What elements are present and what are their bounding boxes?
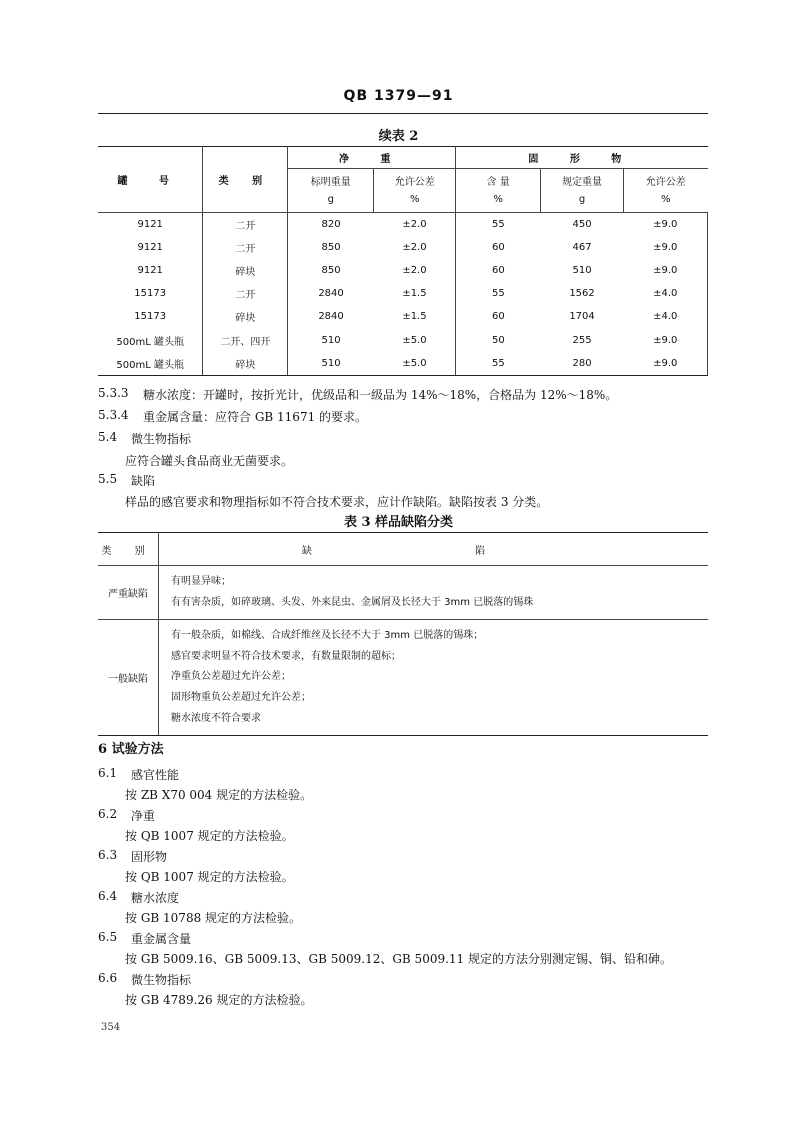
- defect-item: 有一般杂质，如棉线、合成纤维丝及长径不大于 3mm 已脱落的锡珠；: [171, 630, 484, 642]
- table2-cell: ±9.0: [624, 328, 708, 351]
- table2-cell: 850: [321, 265, 341, 277]
- table2-cell: 500mL 罐头瓶: [98, 328, 203, 351]
- table2-cell: ±1.5: [374, 282, 456, 305]
- table2-cell: 二开、四开: [203, 328, 288, 351]
- clause-title-5-4: 微生物指标: [131, 432, 192, 446]
- table2-cell: 820: [321, 219, 341, 231]
- table2-cell: ±2.0: [374, 259, 456, 282]
- table2-row: [98, 352, 708, 376]
- test-method-text: 按 ZB X70 004 规定的方法检验。: [125, 788, 313, 802]
- table2: [98, 146, 708, 376]
- table2-cell: ±5.0: [374, 328, 456, 351]
- table2-cell: 1562: [569, 288, 595, 300]
- defect-category: 严重缺陷: [98, 566, 159, 620]
- table2-cell: 55: [492, 288, 505, 300]
- table2-cell: 467: [572, 242, 592, 254]
- table2-cell: ±2.0: [374, 236, 456, 259]
- col-tolerance: 允许公差 %: [374, 169, 456, 213]
- clause-num-5-3-3: 5.3.3: [98, 386, 129, 400]
- clause-title-5-5: 缺陷: [131, 474, 156, 488]
- col-tolerance-2: 允许公差 %: [624, 169, 708, 213]
- table2-caption: 续表 2: [378, 129, 419, 144]
- table2-cell: 二开: [203, 236, 288, 259]
- test-method-num: 6.1: [98, 766, 118, 780]
- header-rule: [98, 113, 708, 114]
- table2-cell: 510: [321, 334, 341, 346]
- clause-text-5-3-4: 重金属含量：应符合 GB 11671 的要求。: [143, 410, 368, 424]
- clause-num-5-5: 5.5: [98, 472, 118, 486]
- col-can-no: 罐 号: [98, 147, 203, 213]
- page-number: 354: [101, 1022, 121, 1033]
- table2-cell: 碎块: [203, 352, 288, 376]
- clause-text-5-4: 应符合罐头食品商业无菌要求。: [125, 454, 294, 468]
- clause-num-5-3-4: 5.3.4: [98, 408, 129, 422]
- t3-col-category: 类 别: [98, 533, 159, 566]
- table2-cell: 二开: [203, 213, 288, 237]
- test-method-num: 6.2: [98, 807, 118, 821]
- test-method-num: 6.5: [98, 930, 118, 944]
- table3-row: [98, 620, 708, 736]
- defect-items: [159, 566, 709, 620]
- table2-cell: 2840: [318, 311, 344, 323]
- table2-row: [98, 305, 708, 328]
- table2-cell: 280: [541, 352, 624, 376]
- table2-cell: 2840: [318, 288, 344, 300]
- col-category: 类 别: [203, 147, 288, 213]
- table2-cell: ±9.0: [624, 213, 708, 237]
- test-method-text: 按 GB 4789.26 规定的方法检验。: [125, 993, 313, 1007]
- defect-items: [159, 620, 709, 736]
- defect-category: 一般缺陷: [98, 620, 159, 736]
- table2-cell: 60: [492, 242, 505, 254]
- col-content: 含 量 %: [456, 169, 541, 213]
- clause-text-5-3-3: 糖水浓度：开罐时，按折光计，优级品和一级品为 14%～18%，合格品为 12%～18%。: [143, 388, 618, 402]
- defect-item: 感官要求明显不符合技术要求，有数量限制的超标；: [171, 650, 401, 662]
- test-method-text: 按 QB 1007 规定的方法检验。: [125, 829, 294, 843]
- col-group-solids: 固 形 物: [456, 147, 708, 169]
- table2-cell: 55: [456, 352, 541, 376]
- test-method-num: 6.6: [98, 971, 118, 985]
- table2-cell: 50: [492, 334, 505, 346]
- test-method-title: 重金属含量: [131, 932, 192, 946]
- table3-caption: 表 3 样品缺陷分类: [343, 515, 454, 530]
- table2-cell: ±5.0: [374, 352, 456, 376]
- test-method-text: 按 GB 5009.16、GB 5009.13、GB 5009.12、GB 5009.11 规定的方法分别测定锡、铜、铅和砷。: [125, 952, 672, 966]
- table2-cell: 15173: [98, 282, 203, 305]
- clause-num-5-4: 5.4: [98, 430, 118, 444]
- test-method-text: 按 QB 1007 规定的方法检验。: [125, 870, 294, 884]
- test-method-title: 糖水浓度: [131, 891, 180, 905]
- defect-item: 有有害杂质，如碎玻璃、头发、外来昆虫、金属屑及长径大于 3mm 已脱落的锡珠: [171, 596, 534, 608]
- table2-cell: ±4.0: [624, 305, 708, 328]
- table2-cell: 55: [492, 219, 505, 231]
- table2-row: [98, 213, 708, 237]
- table2-row: [98, 282, 708, 305]
- table2-cell: 60: [492, 265, 505, 277]
- defect-item: 糖水浓度不符合要求: [171, 712, 261, 724]
- table2-cell: 510: [288, 352, 374, 376]
- table2-cell: ±4.0: [624, 282, 708, 305]
- table2-cell: 二开: [203, 282, 288, 305]
- table2-cell: ±9.0: [624, 259, 708, 282]
- standard-code: QB 1379—91: [343, 88, 454, 104]
- table2-cell: ±9.0: [624, 236, 708, 259]
- table2-cell: 15173: [98, 305, 203, 328]
- test-method-title: 固形物: [131, 850, 168, 864]
- test-method-title: 感官性能: [131, 768, 180, 782]
- clause-text-5-5: 样品的感官要求和物理指标如不符合技术要求，应计作缺陷。缺陷按表 3 分类。: [125, 495, 549, 509]
- test-method-num: 6.4: [98, 889, 118, 903]
- t3-col-defect: 缺 陷: [159, 533, 709, 566]
- table2-cell: 1704: [569, 311, 595, 323]
- col-labeled-weight: 标明重量 g: [288, 169, 374, 213]
- table2-cell: 450: [572, 219, 592, 231]
- table2-cell: 9121: [98, 236, 203, 259]
- section-6-title: 6 试验方法: [98, 742, 164, 757]
- table2-cell: 碎块: [203, 259, 288, 282]
- table2-cell: 9121: [98, 213, 203, 237]
- test-method-title: 微生物指标: [131, 973, 192, 987]
- table2-cell: 850: [321, 242, 341, 254]
- table2-cell: 60: [492, 311, 505, 323]
- test-method-title: 净重: [131, 809, 156, 823]
- col-group-net-weight: 净 重: [288, 147, 456, 169]
- table3: [98, 532, 708, 736]
- table3-row: [98, 566, 708, 620]
- table2-cell: 500mL 罐头瓶: [98, 352, 203, 376]
- table2-cell: 255: [572, 334, 592, 346]
- table2-cell: 9121: [98, 259, 203, 282]
- defect-item: 净重负公差超过允许公差；: [171, 671, 291, 683]
- defect-item: 有明显异味；: [171, 576, 231, 587]
- table2-row: [98, 236, 708, 259]
- table2-row: [98, 328, 708, 351]
- table2-row: [98, 259, 708, 282]
- table2-cell: ±9.0: [624, 352, 708, 376]
- table2-cell: 510: [572, 265, 592, 277]
- col-specified-weight: 规定重量 g: [541, 169, 624, 213]
- test-method-num: 6.3: [98, 848, 118, 862]
- defect-item: 固形物重负公差超过允许公差；: [171, 691, 311, 703]
- test-method-text: 按 GB 10788 规定的方法检验。: [125, 911, 302, 925]
- table2-cell: ±2.0: [374, 213, 456, 237]
- table2-cell: ±1.5: [374, 305, 456, 328]
- table2-cell: 碎块: [203, 305, 288, 328]
